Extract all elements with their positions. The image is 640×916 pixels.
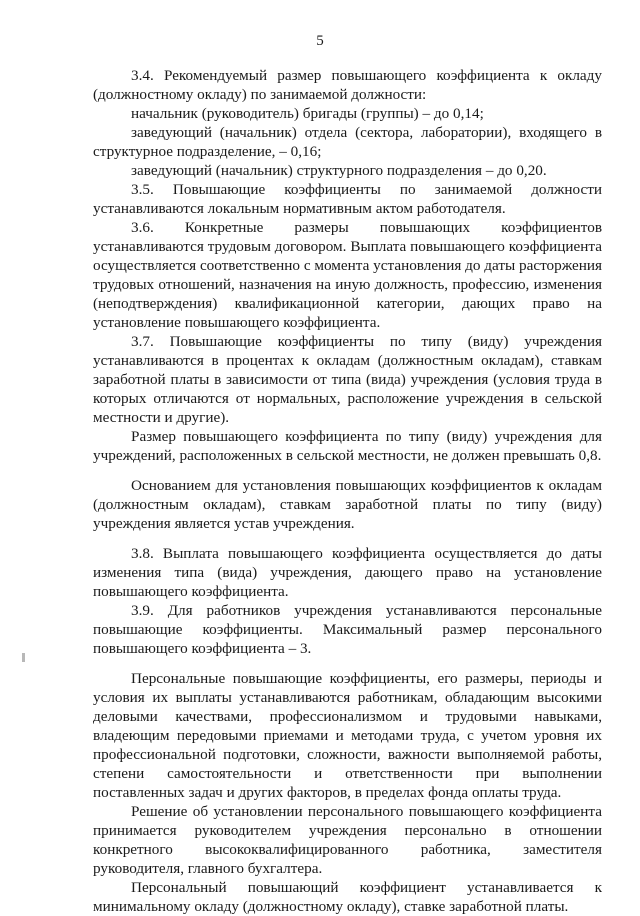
document-body: [93, 66, 602, 916]
paragraph-3-7-basis: Основанием для установления повышающих коэффициентов к окладам (должностным окладам), ставкам заработной платы по типу (виду) учреждения является устав учреждения.: [93, 477, 602, 532]
paragraph-3-5: 3.5. Повышающие коэффициенты по занимаемой должности устанавливаются локальным нормативным актом работодателя.: [93, 181, 602, 217]
paragraph-3-4-item-2: заведующий (начальник) отдела (сектора, лаборатории), входящего в структурное подразделение, – 0,16;: [93, 124, 602, 160]
page-number: 5: [316, 33, 324, 49]
paragraph-3-7: 3.7. Повышающие коэффициенты по типу (виду) учреждения устанавливаются в процентах к окладам (должностным окладам), ставкам заработной платы в зависимости от типа (вида) учреждения (условия труда в которых отличаются от нормальных, расположение учреждения в сельской местности и другие).: [93, 333, 602, 426]
paragraph-3-8: 3.8. Выплата повышающего коэффициента осуществляется до даты изменения типа (вида) учреждения, дающего право на установление повышающего коэффициента.: [93, 545, 602, 600]
paragraph-3-9-base: Персональный повышающий коэффициент устанавливается к минимальному окладу (должностному окладу), ставке заработной платы.: [93, 879, 602, 915]
paragraph-3-9-conditions: Персональные повышающие коэффициенты, его размеры, периоды и условия их выплаты устанавливаются работникам, обладающим высокими деловыми качествами, профессионализмом и трудовыми навыками, владеющим передовыми приемами и методами труда, с учетом уровня их профессиональной подготовки, сложности, важности выполняемой работы, степени самостоятельности и ответственности при выполнении поставленных задач и других факторов, в пределах фонда оплаты труда.: [93, 670, 602, 801]
paragraph-3-4: 3.4. Рекомендуемый размер повышающего коэффициента к окладу (должностному окладу) по занимаемой должности:: [93, 67, 602, 103]
scan-artifact: [22, 653, 25, 662]
paragraph-3-9-decision: Решение об установлении персонального повышающего коэффициента принимается руководителем учреждения персонально в отношении конкретного высококвалифицированного работника, заместителя руководителя, главного бухгалтера.: [93, 803, 602, 877]
paragraph-3-7-rural: Размер повышающего коэффициента по типу (виду) учреждения для учреждений, расположенных в сельской местности, не должен превышать 0,8.: [93, 428, 602, 464]
paragraph-3-4-item-3: заведующий (начальник) структурного подразделения – до 0,20.: [131, 162, 547, 179]
paragraph-3-9: 3.9. Для работников учреждения устанавливаются персональные повышающие коэффициенты. Максимальный размер персонального повышающего коэффициента – 3.: [93, 602, 602, 657]
paragraph-3-4-item-1: начальник (руководитель) бригады (группы) – до 0,14;: [131, 105, 484, 122]
paragraph-3-6: 3.6. Конкретные размеры повышающих коэффициентов устанавливаются трудовым договором. Выплата повышающего коэффициента осуществляется соответственно с момента установления до даты расторжения трудовых отношений, назначения на иную должность, профессию, изменения (неподтверждения) квалификационной категории, дающих право на установление повышающего коэффициента.: [93, 219, 602, 331]
